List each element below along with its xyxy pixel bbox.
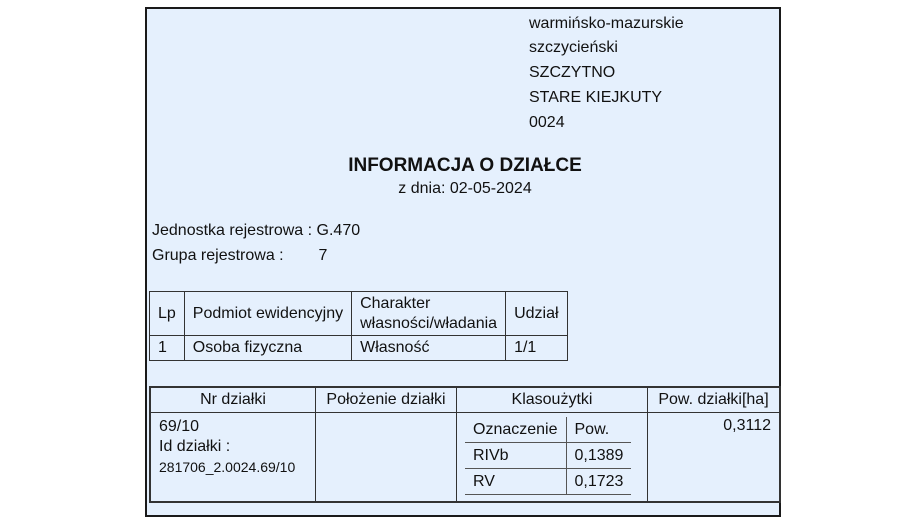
klas-header-pow: Pow. (566, 417, 631, 443)
wojewodztwo-value: warmińsko-mazurskie (529, 15, 684, 32)
parcel-table (149, 386, 781, 503)
registry-jednostka (152, 222, 360, 240)
owners-header-charakter (352, 292, 506, 336)
parcel-id-value: 281706_2.0024.69/10 (159, 459, 296, 475)
owners-header-row (150, 292, 568, 336)
klasouzytki-header-row (465, 417, 631, 443)
powiat-value: szczycieński (529, 39, 618, 56)
owners-header-udzial: Udział (506, 292, 567, 336)
page-date: z dnia: 02-05-2024 (398, 180, 532, 197)
klas-header-oznaczenie: Oznaczenie (465, 417, 566, 443)
table-row (150, 336, 568, 361)
parcel-nr: 69/10 (159, 418, 200, 435)
parcel-header-klasouzytki: Klasoużytki (457, 387, 648, 413)
parcel-polozenie (316, 413, 457, 503)
owner-udzial: 1/1 (506, 336, 567, 361)
owner-lp: 1 (150, 336, 185, 361)
registry-grupa-label: Grupa rejestrowa : (152, 247, 284, 264)
parcel-info-sheet (145, 7, 781, 517)
parcel-header-nr: Nr działki (150, 387, 316, 413)
registry-grupa-value: 7 (318, 247, 328, 264)
owners-table (149, 291, 568, 361)
registry-jednostka-label: Jednostka rejestrowa : (152, 222, 313, 239)
owners-header-podmiot: Podmiot ewidencyjny (184, 292, 351, 336)
parcel-pow: 0,3112 (648, 413, 781, 503)
owners-header-lp: Lp (150, 292, 185, 336)
obreb-value: STARE KIEJKUTY (529, 89, 663, 106)
registry-jednostka-value: G.470 (316, 222, 361, 239)
table-row (465, 469, 631, 495)
owner-podmiot: Osoba fizyczna (184, 336, 351, 361)
klas-oznaczenie: RIVb (465, 443, 566, 469)
registry-grupa (152, 247, 327, 265)
parcel-header-polozenie: Położenie działki (316, 387, 457, 413)
parcel-nr-cell (150, 413, 316, 503)
page-title: INFORMACJA O DZIAŁCE (348, 155, 582, 176)
numer-value: 0024 (529, 114, 565, 131)
parcel-header-row (150, 387, 780, 413)
owner-charakter: Własność (352, 336, 506, 361)
table-row (150, 413, 780, 503)
jednostka-value: SZCZYTNO (529, 64, 616, 81)
owners-header-charakter-line2: własności/władania (360, 314, 498, 332)
parcel-klasouzytki-cell (457, 413, 648, 503)
owners-header-charakter-line1: Charakter (360, 294, 431, 312)
klas-oznaczenie: RV (465, 469, 566, 495)
parcel-id-label: Id działki : (159, 438, 231, 455)
table-row (465, 443, 631, 469)
klas-pow: 0,1389 (566, 443, 631, 469)
klas-pow: 0,1723 (566, 469, 631, 495)
klasouzytki-table (465, 417, 631, 495)
parcel-header-pow: Pow. działki[ha] (648, 387, 781, 413)
